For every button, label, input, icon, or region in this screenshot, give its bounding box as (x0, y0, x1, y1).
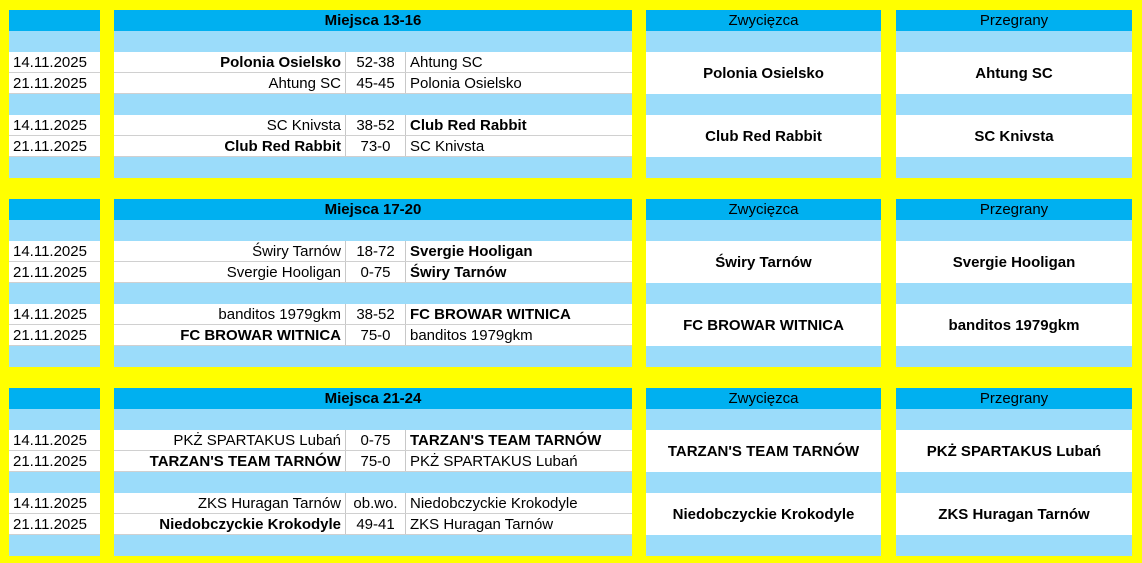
loser-header: Przegrany (896, 10, 1132, 31)
spacer-row (114, 346, 632, 367)
spacer-row (646, 346, 881, 367)
loser-team: Ahtung SC (896, 52, 1132, 94)
winner-team: Club Red Rabbit (646, 115, 881, 157)
spacer-row (646, 535, 881, 556)
winner-team: Polonia Osielsko (646, 52, 881, 94)
group-title: Miejsca 17-20 (114, 199, 632, 220)
spacer-row (114, 31, 632, 52)
match-score: ob.wo. (346, 493, 406, 513)
match-score: 45-45 (346, 73, 406, 93)
winner-team: TARZAN'S TEAM TARNÓW (646, 430, 881, 472)
match-date: 21.11.2025 (9, 514, 100, 535)
away-team: Club Red Rabbit (410, 117, 527, 134)
match-row (114, 262, 632, 283)
away-team: banditos 1979gkm (410, 327, 533, 344)
date-column (9, 199, 100, 367)
away-team: FC BROWAR WITNICA (410, 306, 571, 323)
home-team: Polonia Osielsko (114, 52, 346, 72)
winner-column (646, 10, 881, 178)
date-row (9, 31, 100, 52)
date-column (9, 10, 100, 178)
away-team: Ahtung SC (410, 54, 483, 71)
home-team: Club Red Rabbit (114, 136, 346, 156)
date-row (9, 94, 100, 115)
match-column (114, 10, 632, 178)
match-score: 49-41 (346, 514, 406, 534)
away-team: Niedobczyckie Krokodyle (410, 495, 578, 512)
spacer-row (896, 283, 1132, 304)
match-date: 14.11.2025 (9, 52, 100, 73)
winner-header: Zwycięzca (646, 199, 881, 220)
spacer-row (646, 409, 881, 430)
away-team: Svergie Hooligan (410, 243, 533, 260)
match-column (114, 388, 632, 556)
home-team: Niedobczyckie Krokodyle (114, 514, 346, 534)
date-row (9, 472, 100, 493)
loser-team: banditos 1979gkm (896, 304, 1132, 346)
spacer-row (896, 346, 1132, 367)
spacer-row (114, 220, 632, 241)
date-column (9, 388, 100, 556)
date-row (9, 10, 100, 31)
spacer-row (114, 157, 632, 178)
match-score: 75-0 (346, 325, 406, 345)
match-row (114, 241, 632, 262)
match-row (114, 115, 632, 136)
date-row (9, 409, 100, 430)
spacer-row (896, 94, 1132, 115)
away-team: Świry Tarnów (410, 264, 507, 281)
spacer-row (646, 283, 881, 304)
away-team: ZKS Huragan Tarnów (410, 516, 554, 533)
spacer-row (114, 409, 632, 430)
spacer-row (646, 472, 881, 493)
spacer-row (114, 535, 632, 556)
loser-header: Przegrany (896, 199, 1132, 220)
date-row (9, 388, 100, 409)
match-row (114, 514, 632, 535)
match-score: 52-38 (346, 52, 406, 72)
spacer-row (114, 283, 632, 304)
match-score: 75-0 (346, 451, 406, 471)
spacer-row (896, 472, 1132, 493)
loser-team: SC Knivsta (896, 115, 1132, 157)
match-score: 18-72 (346, 241, 406, 261)
match-score: 38-52 (346, 115, 406, 135)
spacer-row (896, 157, 1132, 178)
match-date: 21.11.2025 (9, 262, 100, 283)
match-score: 73-0 (346, 136, 406, 156)
match-row (114, 73, 632, 94)
home-team: Ahtung SC (114, 73, 346, 93)
winner-team: FC BROWAR WITNICA (646, 304, 881, 346)
match-date: 21.11.2025 (9, 325, 100, 346)
loser-column (896, 199, 1132, 367)
spacer-row (896, 535, 1132, 556)
spacer-row (896, 409, 1132, 430)
match-row (114, 430, 632, 451)
group-title: Miejsca 21-24 (114, 388, 632, 409)
date-row (9, 346, 100, 367)
match-date: 21.11.2025 (9, 451, 100, 472)
spacer-row (114, 94, 632, 115)
match-date: 14.11.2025 (9, 493, 100, 514)
match-score: 0-75 (346, 430, 406, 450)
winner-header: Zwycięzca (646, 10, 881, 31)
loser-column (896, 388, 1132, 556)
match-row (114, 451, 632, 472)
match-row (114, 52, 632, 73)
home-team: banditos 1979gkm (114, 304, 346, 324)
spacer-row (646, 94, 881, 115)
loser-team: Svergie Hooligan (896, 241, 1132, 283)
winner-column (646, 199, 881, 367)
group-block (0, 10, 1142, 178)
away-team: SC Knivsta (410, 138, 485, 155)
home-team: TARZAN'S TEAM TARNÓW (114, 451, 346, 471)
match-row (114, 325, 632, 346)
loser-header: Przegrany (896, 388, 1132, 409)
spacer-row (646, 31, 881, 52)
date-row (9, 199, 100, 220)
winner-team: Świry Tarnów (646, 241, 881, 283)
date-row (9, 283, 100, 304)
away-team: Polonia Osielsko (410, 75, 522, 92)
away-team: PKŻ SPARTAKUS Lubań (410, 453, 578, 470)
loser-team: PKŻ SPARTAKUS Lubań (896, 430, 1132, 472)
spacer-row (114, 472, 632, 493)
match-date: 14.11.2025 (9, 241, 100, 262)
group-block (0, 388, 1142, 556)
match-row (114, 136, 632, 157)
match-date: 14.11.2025 (9, 430, 100, 451)
match-column (114, 199, 632, 367)
match-date: 21.11.2025 (9, 136, 100, 157)
date-row (9, 220, 100, 241)
away-team: TARZAN'S TEAM TARNÓW (410, 432, 602, 449)
date-row (9, 535, 100, 556)
spacer-row (646, 220, 881, 241)
home-team: FC BROWAR WITNICA (114, 325, 346, 345)
home-team: ZKS Huragan Tarnów (114, 493, 346, 513)
winner-column (646, 388, 881, 556)
loser-team: ZKS Huragan Tarnów (896, 493, 1132, 535)
match-row (114, 304, 632, 325)
date-row (9, 157, 100, 178)
group-title: Miejsca 13-16 (114, 10, 632, 31)
loser-column (896, 10, 1132, 178)
home-team: SC Knivsta (114, 115, 346, 135)
home-team: PKŻ SPARTAKUS Lubań (114, 430, 346, 450)
match-score: 38-52 (346, 304, 406, 324)
spacer-row (896, 220, 1132, 241)
match-date: 21.11.2025 (9, 73, 100, 94)
home-team: Świry Tarnów (114, 241, 346, 261)
match-row (114, 493, 632, 514)
home-team: Svergie Hooligan (114, 262, 346, 282)
winner-team: Niedobczyckie Krokodyle (646, 493, 881, 535)
winner-header: Zwycięzca (646, 388, 881, 409)
spacer-row (896, 31, 1132, 52)
match-score: 0-75 (346, 262, 406, 282)
match-date: 14.11.2025 (9, 115, 100, 136)
group-block (0, 199, 1142, 367)
match-date: 14.11.2025 (9, 304, 100, 325)
spacer-row (646, 157, 881, 178)
